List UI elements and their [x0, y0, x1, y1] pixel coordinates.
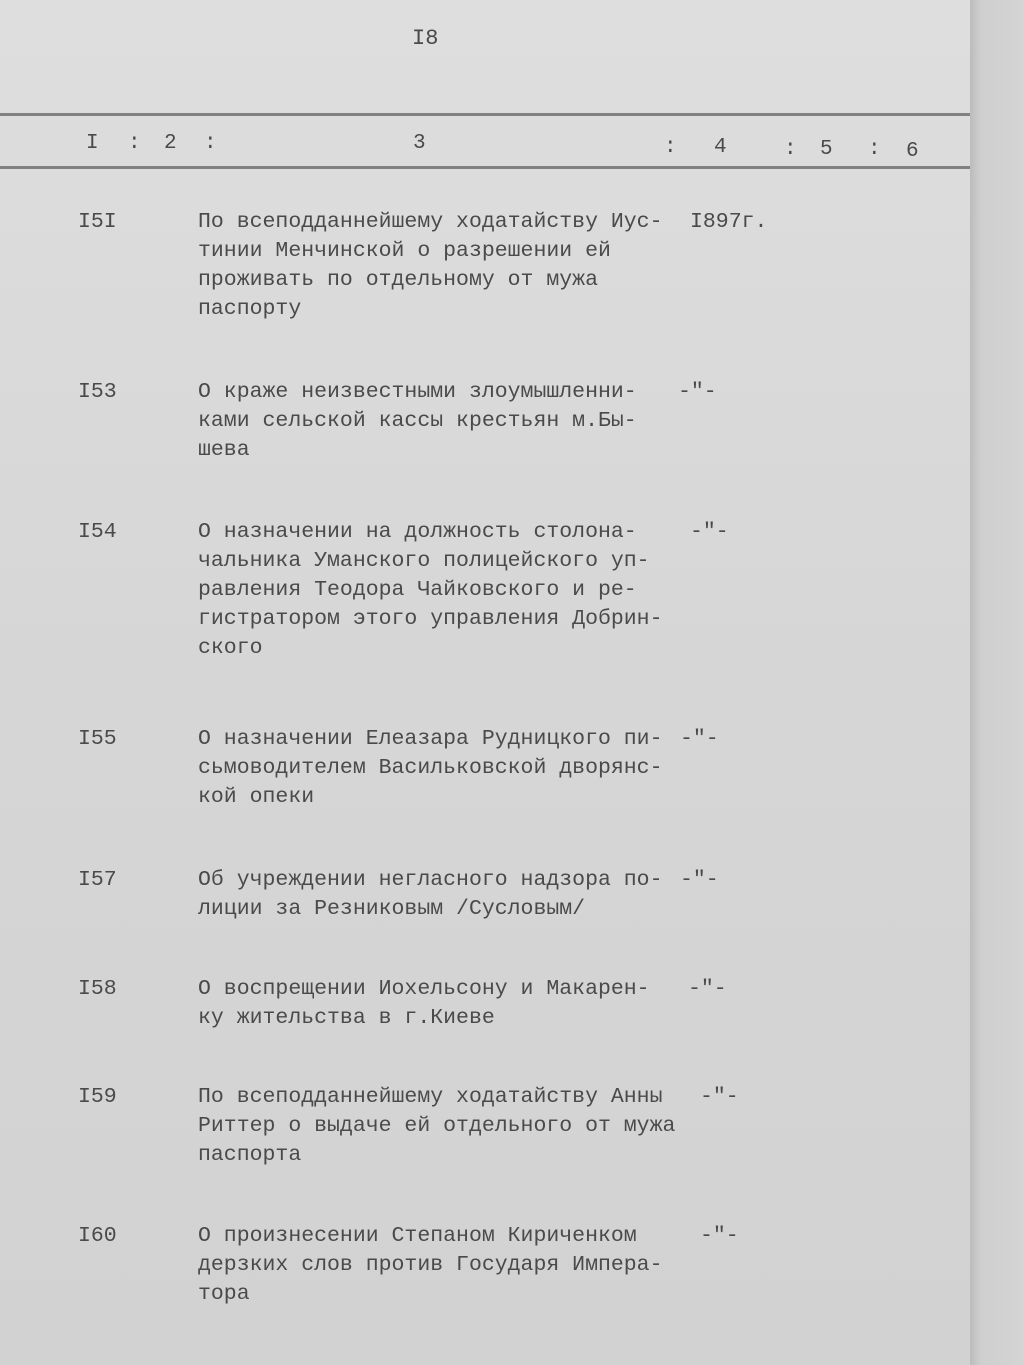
entry-number: I54 [78, 520, 117, 544]
header-rule-bottom [0, 166, 970, 169]
header-rule-top [0, 113, 970, 116]
entry-text-line: ками сельской кассы крестьян м.Бы- [198, 409, 637, 433]
entry-date: -"- [700, 1085, 739, 1109]
col-4-label: 4 [714, 136, 727, 159]
entry-date: -"- [678, 380, 717, 404]
entry-text-line: Об учреждении негласного надзора по- [198, 868, 663, 892]
page-edge [970, 0, 1024, 1365]
page-number: I8 [412, 26, 439, 51]
col-1-label: I [86, 132, 99, 155]
entry-date: -"- [700, 1224, 739, 1248]
entry-text-line: паспорту [198, 297, 302, 321]
col-6-label: 6 [906, 140, 919, 163]
entry-number: I57 [78, 868, 117, 892]
entry-text-line: тора [198, 1282, 250, 1306]
entry-text-line: гистратором этого управления Добрин- [198, 607, 663, 631]
entry-text-line: проживать по отдельному от мужа [198, 268, 598, 292]
entry-text-line: О произнесении Степаном Кириченком [198, 1224, 637, 1248]
entry-text-line: дерзких слов против Государя Импера- [198, 1253, 663, 1277]
entry-text-line: О краже неизвестными злоумышленни- [198, 380, 637, 404]
col-2-label: 2 [164, 132, 177, 155]
entry-text-line: тинии Менчинской о разрешении ей [198, 239, 611, 263]
entry-text-line: О воспрещении Иохельсону и Макарен- [198, 977, 650, 1001]
entry-number: I60 [78, 1224, 117, 1248]
entry-text-line: О назначении на должность столона- [198, 520, 637, 544]
col-separator: : [128, 132, 141, 155]
entry-text [198, 975, 650, 1033]
entry-text-line: сьмоводителем Васильковской дворянс- [198, 756, 663, 780]
entry-text-line: лиции за Резниковым /Сусловым/ [198, 897, 586, 921]
entry-number: I58 [78, 977, 117, 1001]
entry-date: -"- [690, 520, 729, 544]
entry-text-line: ку жительства в г.Киеве [198, 1006, 495, 1030]
col-separator: : [784, 138, 797, 161]
entry-date: -"- [680, 727, 719, 751]
entry-date: I897г. [690, 210, 768, 234]
entry-text-line: О назначении Елеазара Рудницкого пи- [198, 727, 663, 751]
entry-text-line: шева [198, 438, 250, 462]
entry-number: I59 [78, 1085, 117, 1109]
entry-text-line: По всеподданнейшему ходатайству Анны [198, 1085, 663, 1109]
entry-text-line: кой опеки [198, 785, 315, 809]
entry-text-line: ского [198, 636, 263, 660]
entry-number: I5I [78, 210, 117, 234]
entry-text [198, 1083, 675, 1170]
col-3-label: 3 [413, 132, 426, 155]
entry-text [198, 378, 637, 465]
entry-date: -"- [688, 977, 727, 1001]
entry-text-line: равления Теодора Чайковского и ре- [198, 578, 637, 602]
entry-text [198, 208, 662, 324]
entry-number: I53 [78, 380, 117, 404]
entry-text [198, 1222, 662, 1309]
entry-text-line: Риттер о выдаче ей отдельного от мужа [198, 1114, 676, 1138]
col-separator: : [868, 138, 881, 161]
col-5-label: 5 [820, 138, 833, 161]
entry-text [198, 725, 662, 812]
entry-text [198, 518, 662, 663]
entry-text [198, 866, 662, 924]
entry-text-line: паспорта [198, 1143, 302, 1167]
entry-text-line: чальника Уманского полицейского уп- [198, 549, 650, 573]
entry-text-line: По всеподданнейшему ходатайству Иус- [198, 210, 663, 234]
col-separator: : [204, 132, 217, 155]
entry-date: -"- [680, 868, 719, 892]
col-separator: : [664, 136, 677, 159]
entry-number: I55 [78, 727, 117, 751]
